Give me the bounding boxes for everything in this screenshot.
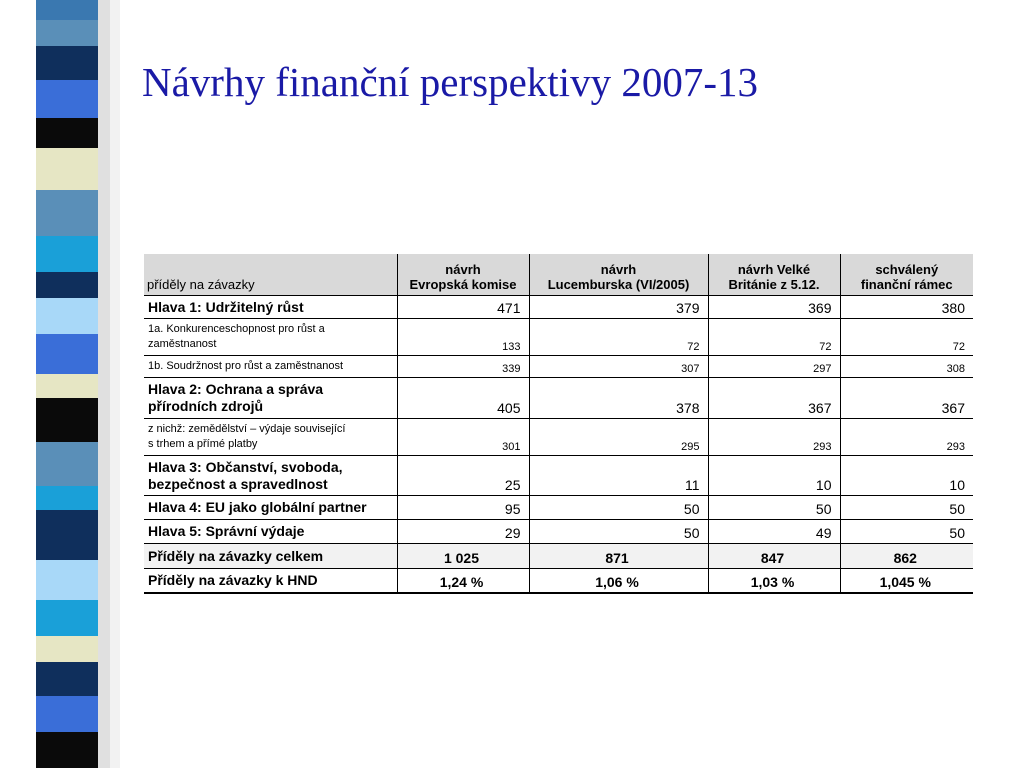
header-european-commission: návrh Evropská komise	[397, 254, 529, 296]
row-label: Hlava 3: Občanství, svoboda, bezpečnost a spravedlnost	[144, 456, 397, 496]
table-row	[144, 378, 973, 419]
slide-title: Návrhy finanční perspektivy 2007-13	[142, 59, 758, 105]
cell-value: 72	[840, 319, 973, 356]
cell-value: 367	[840, 378, 973, 419]
table-row	[144, 356, 973, 378]
cell-value: 1,03 %	[708, 569, 840, 593]
row-label: z nichž: zemědělství – výdaje související s trhem a přímé platby	[144, 419, 397, 456]
table-row	[144, 419, 973, 456]
cell-value: 50	[840, 496, 973, 520]
cell-value: 405	[397, 378, 529, 419]
cell-value: 297	[708, 356, 840, 378]
row-label: Příděly na závazky celkem	[144, 544, 397, 569]
cell-value: 308	[840, 356, 973, 378]
table-row	[144, 496, 973, 520]
row-label: Hlava 1: Udržitelný růst	[144, 296, 397, 319]
cell-value: 847	[708, 544, 840, 569]
table-row	[144, 520, 973, 544]
header-luxembourg: návrh Lucemburska (VI/2005)	[529, 254, 708, 296]
table-header-row	[144, 254, 973, 296]
cell-value: 293	[708, 419, 840, 456]
cell-value: 50	[529, 496, 708, 520]
cell-value: 1,045 %	[840, 569, 973, 593]
decorative-stripe	[0, 0, 120, 768]
financial-perspective-table	[144, 254, 973, 594]
cell-value: 380	[840, 296, 973, 319]
cell-value: 369	[708, 296, 840, 319]
header-approved-framework: schválený finanční rámec	[840, 254, 973, 296]
cell-value: 862	[840, 544, 973, 569]
cell-value: 72	[708, 319, 840, 356]
table-row	[144, 456, 973, 496]
row-label: 1a. Konkurenceschopnost pro růst a zaměstnanost	[144, 319, 397, 356]
header-allocations: příděly na závazky	[144, 254, 397, 296]
cell-value: 29	[397, 520, 529, 544]
cell-value: 379	[529, 296, 708, 319]
cell-value: 471	[397, 296, 529, 319]
cell-value: 871	[529, 544, 708, 569]
cell-value: 50	[708, 496, 840, 520]
row-label: Hlava 2: Ochrana a správa přírodních zdrojů	[144, 378, 397, 419]
cell-value: 301	[397, 419, 529, 456]
cell-value: 295	[529, 419, 708, 456]
cell-value: 95	[397, 496, 529, 520]
cell-value: 133	[397, 319, 529, 356]
header-great-britain: návrh Velké Británie z 5.12.	[708, 254, 840, 296]
cell-value: 1 025	[397, 544, 529, 569]
row-label: 1b. Soudržnost pro růst a zaměstnanost	[144, 356, 397, 378]
cell-value: 25	[397, 456, 529, 496]
cell-value: 11	[529, 456, 708, 496]
cell-value: 293	[840, 419, 973, 456]
cell-value: 1,24 %	[397, 569, 529, 593]
cell-value: 307	[529, 356, 708, 378]
cell-value: 50	[529, 520, 708, 544]
cell-value: 339	[397, 356, 529, 378]
table-row-gni	[144, 569, 973, 593]
cell-value: 378	[529, 378, 708, 419]
table-row-total	[144, 544, 973, 569]
cell-value: 49	[708, 520, 840, 544]
cell-value: 72	[529, 319, 708, 356]
row-label: Hlava 5: Správní výdaje	[144, 520, 397, 544]
cell-value: 10	[708, 456, 840, 496]
row-label: Hlava 4: EU jako globální partner	[144, 496, 397, 520]
cell-value: 1,06 %	[529, 569, 708, 593]
table-row	[144, 319, 973, 356]
row-label: Příděly na závazky k HND	[144, 569, 397, 593]
cell-value: 367	[708, 378, 840, 419]
table-row	[144, 296, 973, 319]
cell-value: 10	[840, 456, 973, 496]
cell-value: 50	[840, 520, 973, 544]
